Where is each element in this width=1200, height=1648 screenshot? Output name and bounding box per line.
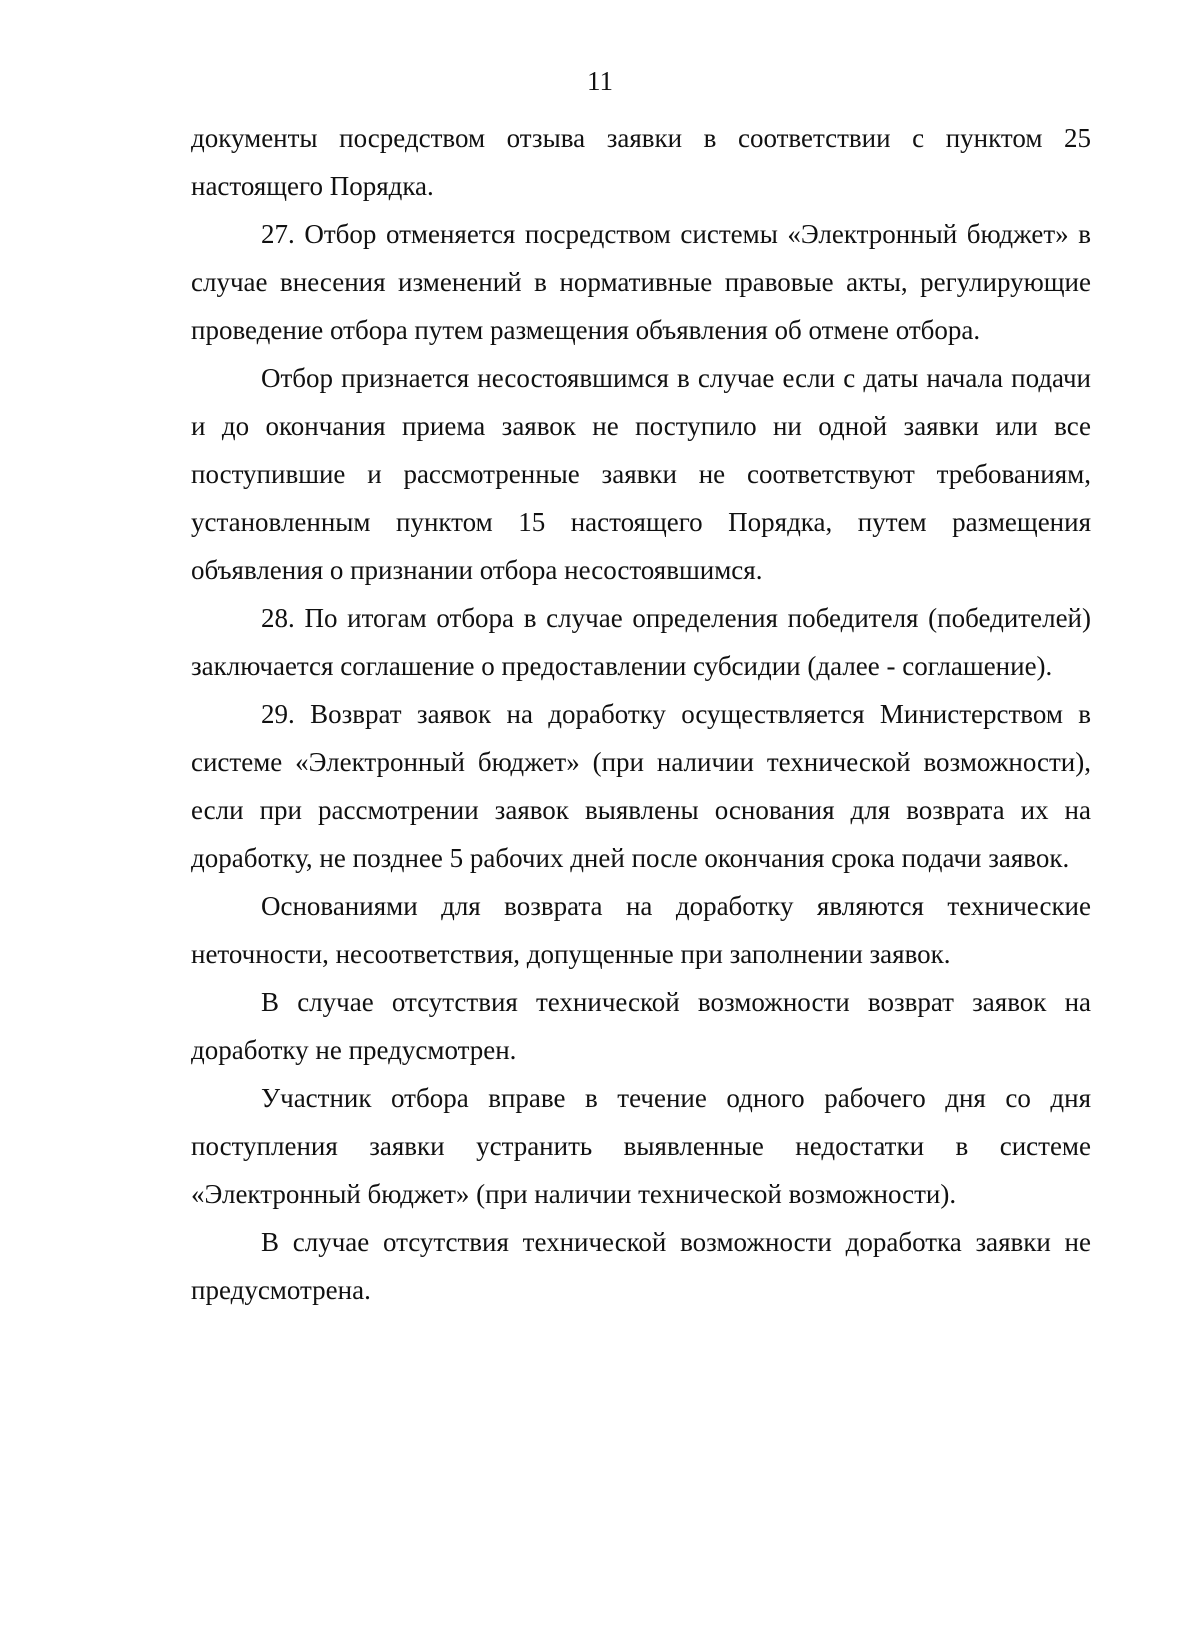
paragraph-item-29: 29. Возврат заявок на доработку осуществляется Министерством в системе «Электронный бюджет» (при наличии технической возможности), если при рассмотрении заявок выявлены основания для возврата их на доработку, не позднее 5 рабочих дней после окончания срока подачи заявок. [191, 699, 1091, 873]
paragraph-continuation: документы посредством отзыва заявки в соответствии с пунктом 25 настоящего Порядка. [191, 123, 1091, 201]
page-number: 11 [587, 66, 613, 96]
paragraph-item-27: 27. Отбор отменяется посредством системы «Электронный бюджет» в случае внесения изменений в нормативные правовые акты, регулирующие проведение отбора путем размещения объявления об отмене отбора. [191, 219, 1091, 345]
paragraph-no-technical-return: В случае отсутствия технической возможности возврат заявок на доработку не предусмотрен. [191, 987, 1091, 1065]
paragraph-return-grounds: Основаниями для возврата на доработку являются технические неточности, несоответствия, допущенные при заполнении заявок. [191, 891, 1091, 969]
paragraph-item-28: 28. По итогам отбора в случае определения победителя (победителей) заключается соглашение о предоставлении субсидии (далее - соглашение). [191, 603, 1091, 681]
paragraph-participant-correction: Участник отбора вправе в течение одного рабочего дня со дня поступления заявки устранить выявленные недостатки в системе «Электронный бюджет» (при наличии технической возможности). [191, 1083, 1091, 1209]
document-body [191, 114, 1091, 1314]
paragraph-no-technical-revision: В случае отсутствия технической возможности доработка заявки не предусмотрена. [191, 1227, 1091, 1305]
paragraph-selection-failed: Отбор признается несостоявшимся в случае если с даты начала подачи и до окончания приема заявок не поступило ни одной заявки или все поступившие и рассмотренные заявки не соответствуют требованиям, установленным пунктом 15 настоящего Порядка, путем размещения объявления о признании отбора несостоявшимся. [191, 363, 1091, 585]
